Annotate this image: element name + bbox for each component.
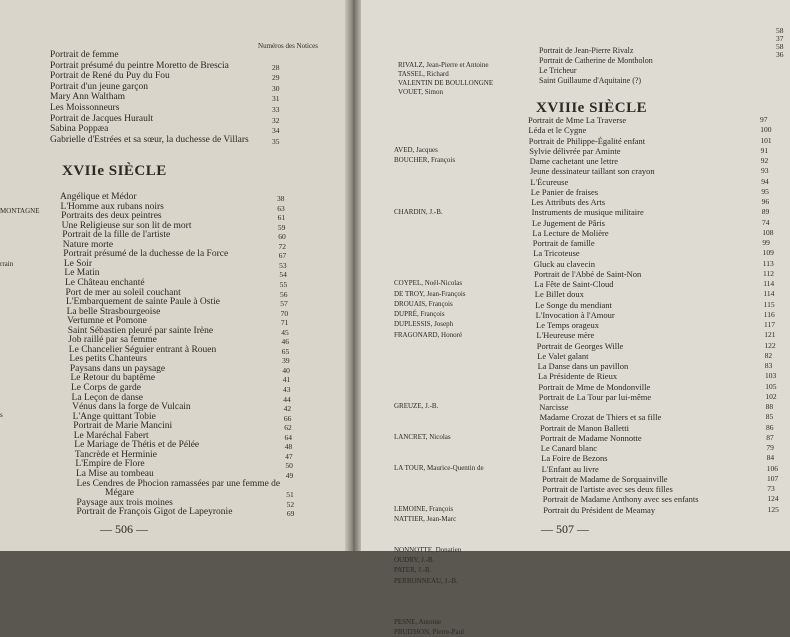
entry-number: 99 bbox=[762, 238, 770, 247]
entry-title: Portrait du Président de Meamay bbox=[543, 504, 656, 515]
entry-number: 114 bbox=[763, 279, 775, 288]
entry-number: 28 bbox=[272, 62, 280, 72]
artist-name: VALENTIN DE BOULLONGNE bbox=[398, 79, 494, 87]
entry-number: 72 bbox=[278, 241, 286, 251]
entry-number: 47 bbox=[285, 451, 293, 461]
entry-number: 34 bbox=[272, 126, 280, 136]
entry-number: 101 bbox=[760, 135, 772, 145]
entry-number: 41 bbox=[282, 375, 291, 385]
entry-title: Les Cendres de Phocion ramassées par une femme de bbox=[76, 478, 281, 489]
entry-number: 51 bbox=[286, 490, 294, 500]
entry-number: 95 bbox=[761, 186, 769, 196]
entry-title: Le Billet doux bbox=[534, 289, 584, 300]
entry-title: La Danse dans un pavillon bbox=[537, 361, 629, 371]
entry-number: 44 bbox=[283, 394, 291, 404]
entry-number: 48 bbox=[284, 442, 293, 452]
entry-title: Instruments de musique militaire bbox=[531, 207, 644, 218]
entry-number: 55 bbox=[279, 279, 288, 289]
entry-number: 82 bbox=[764, 350, 773, 360]
artist-name: LA TOUR, Maurice-Quentin de bbox=[394, 463, 484, 472]
entry-title: Dame cachetant une lettre bbox=[529, 156, 619, 166]
entry-title: L'Invocation à l'Amour bbox=[535, 309, 615, 320]
entry-number: 97 bbox=[760, 115, 768, 124]
artist-name: OUDRY, J.-B. bbox=[394, 556, 435, 564]
entry-title: Les petits Chanteurs bbox=[69, 354, 147, 365]
entry-title: Port de mer au soleil couchant bbox=[65, 287, 181, 298]
entry-title: Paysage aux trois moines bbox=[76, 497, 173, 508]
entry-title: L'Écureuse bbox=[530, 176, 569, 187]
entry-title: Sabina Poppæa bbox=[50, 124, 109, 135]
entry-number: 84 bbox=[766, 453, 775, 463]
entry-title: Le Tricheur bbox=[539, 66, 577, 75]
entry-title: Portrait d'un jeune garçon bbox=[50, 81, 149, 92]
entry-number: 49 bbox=[285, 470, 294, 480]
entry-title: Tancrède et Herminie bbox=[74, 449, 157, 460]
column-header: Numéros des Notices bbox=[258, 42, 318, 50]
entry-number: 31 bbox=[272, 94, 280, 104]
entry-number: 109 bbox=[762, 248, 774, 258]
entry-number: 46 bbox=[281, 337, 289, 347]
entry-number: 83 bbox=[764, 361, 773, 370]
entry-number: 29 bbox=[272, 73, 280, 83]
entry-number: 115 bbox=[763, 299, 775, 309]
entry-title: Le Valet galant bbox=[537, 350, 589, 361]
entry-title: Les Moissonneurs bbox=[50, 103, 120, 113]
entry-title: Portrait de François Gigot de Lapeyronie bbox=[76, 507, 233, 518]
entry-title: Portrait présumé de la duchesse de la Force bbox=[63, 249, 229, 260]
entry-title: Portrait de Manon Balletti bbox=[540, 422, 629, 433]
entry-title: Le Retour du baptême bbox=[70, 373, 156, 384]
margin-label: MONTAGNE bbox=[0, 207, 40, 215]
entry-title: Saint Guillaume d'Aquitaine (?) bbox=[539, 76, 642, 85]
entry-title: Portrait de femme bbox=[50, 50, 119, 60]
entry-title: Le Matin bbox=[64, 268, 100, 279]
entry-number: 45 bbox=[281, 327, 289, 337]
entry-title: Le Songe du mendiant bbox=[535, 299, 612, 310]
entry-title: La Mise au tombeau bbox=[75, 468, 154, 479]
entry-number: 91 bbox=[760, 145, 769, 155]
entry-title: Portrait de Georges Wille bbox=[536, 340, 624, 351]
entry-number: 50 bbox=[285, 461, 293, 471]
entry-title: L'Heureuse mère bbox=[536, 330, 595, 341]
margin-label: rrain bbox=[0, 260, 14, 268]
entry-number: 73 bbox=[767, 484, 775, 493]
entry-title: La Foire de Bezons bbox=[541, 453, 608, 464]
entry-title: Portrait de René du Puy du Fou bbox=[50, 71, 170, 82]
entry-number: 113 bbox=[762, 258, 774, 268]
artist-name: DUPLESSIS, Joseph bbox=[394, 320, 454, 329]
entry-number: 70 bbox=[280, 308, 289, 318]
entry-number: 52 bbox=[286, 499, 295, 509]
entry-title: Le Temps orageux bbox=[536, 320, 599, 330]
entry-title: Vénus dans la forge de Vulcain bbox=[72, 402, 191, 413]
artist-name: BOUCHER, François bbox=[394, 156, 456, 165]
entry-title: Portrait de l'artiste avec ses deux filles bbox=[542, 484, 673, 494]
entry-number: 36 bbox=[776, 50, 784, 59]
artist-name: NONNOTTE, Donatien bbox=[394, 545, 462, 554]
entry-title: Portrait de la fille de l'artiste bbox=[62, 230, 171, 241]
entry-number: 102 bbox=[765, 391, 777, 401]
entry-number: 108 bbox=[762, 227, 774, 237]
entry-title: Le Chancelier Séguier entrant à Rouen bbox=[68, 344, 217, 355]
artist-name: COYPEL, Noël-Nicolas bbox=[394, 279, 463, 288]
entry-number: 116 bbox=[763, 309, 775, 319]
entry-title: Angélique et Médor bbox=[60, 192, 137, 202]
entry-title: L'Empire de Flore bbox=[75, 459, 145, 470]
entry-number: 64 bbox=[284, 432, 292, 442]
entry-title: Le Corps de garde bbox=[71, 383, 141, 393]
artist-name: PRUD'HON, Pierre-Paul bbox=[394, 627, 465, 636]
entry-number: 39 bbox=[282, 356, 290, 366]
artist-name: CHARDIN, J.-B. bbox=[394, 207, 443, 216]
entry-title: Mary Ann Waltham bbox=[50, 92, 126, 103]
entry-title: Portrait de Madame Anthony avec ses enfants bbox=[542, 494, 699, 505]
entry-number: 56 bbox=[280, 289, 288, 299]
entry-title: L'Enfant au livre bbox=[541, 463, 599, 474]
artist-name: DE TROY, Jean-François bbox=[394, 289, 466, 298]
entry-number: 57 bbox=[280, 299, 288, 309]
entry-number: 124 bbox=[767, 494, 779, 504]
entry-title: Une Religieuse sur son lit de mort bbox=[61, 220, 192, 231]
entry-number: 94 bbox=[761, 176, 769, 186]
entry-title: Le Canard blanc bbox=[540, 443, 597, 453]
artist-name: LEMOINE, François bbox=[394, 504, 454, 513]
page-number-right: — 507 — bbox=[541, 522, 589, 536]
margin-label: s bbox=[0, 411, 3, 419]
entry-number: 112 bbox=[763, 268, 774, 278]
entry-title: L'Ange quittant Tobie bbox=[72, 411, 156, 422]
entry-title: Portrait de Marie Mancini bbox=[73, 421, 173, 432]
entry-number: 61 bbox=[277, 213, 286, 223]
section-heading-xviii: XVIIIe SIÈCLE bbox=[536, 100, 648, 116]
entry-title: Le Soir bbox=[63, 258, 93, 269]
entry-number: 32 bbox=[272, 115, 280, 125]
entry-number: 30 bbox=[272, 83, 280, 93]
entry-number: 63 bbox=[277, 203, 285, 213]
entry-title: Portrait présumé du peintre Moretto de Brescia bbox=[50, 60, 229, 71]
entry-number: 33 bbox=[272, 105, 280, 114]
entry-number: 40 bbox=[282, 365, 290, 375]
section-heading-xvii: XVIIe SIÈCLE bbox=[62, 163, 167, 179]
entry-title: Portrait de Mme La Traverse bbox=[528, 115, 627, 125]
page-number-left: — 506 — bbox=[100, 522, 148, 536]
entry-number: 60 bbox=[278, 232, 286, 242]
artist-name: PERRONNEAU, J.-B. bbox=[394, 576, 458, 585]
entry-title: Portrait de La Tour par lui-même bbox=[538, 391, 652, 402]
entry-title: La Présidente de Rieux bbox=[538, 371, 618, 382]
entry-title: Sylvie délivrée par Aminte bbox=[529, 145, 621, 156]
entry-number: 86 bbox=[766, 422, 774, 432]
entry-number: 87 bbox=[766, 432, 774, 442]
entry-title: La belle Strasbourgeoise bbox=[66, 306, 161, 317]
artist-name: NATTIER, Jean-Marc bbox=[394, 515, 457, 523]
entry-number: 79 bbox=[766, 443, 774, 452]
entry-title: Portrait de Mme de Mondonville bbox=[538, 381, 651, 392]
entry-title: La Leçon de danse bbox=[71, 392, 144, 403]
entry-title: Nature morte bbox=[62, 239, 114, 250]
entry-number: 100 bbox=[760, 125, 772, 135]
entry-number: 42 bbox=[283, 404, 292, 414]
entry-number: 58 bbox=[776, 42, 784, 51]
entry-title: Gluck au clavecin bbox=[533, 258, 595, 269]
entry-title: La Lecture de Molière bbox=[532, 227, 609, 238]
entry-title: L'Embarquement de sainte Paule à Ostie bbox=[66, 297, 220, 308]
entry-number: 59 bbox=[277, 222, 286, 232]
artist-name: PESNE, Antoine bbox=[394, 617, 442, 626]
entry-number: 103 bbox=[765, 371, 777, 381]
entry-number: 38 bbox=[277, 194, 285, 203]
entry-number: 66 bbox=[283, 413, 292, 423]
entry-title: Portraits des deux peintres bbox=[61, 211, 162, 222]
entry-title: Portrait de Jacques Hurault bbox=[50, 113, 154, 124]
entry-title: Portrait de l'Abbé de Saint-Non bbox=[534, 268, 642, 279]
entry-title: Le Panier de fraises bbox=[530, 186, 599, 197]
artist-name: DROUAIS, François bbox=[394, 299, 453, 308]
entry-number: 58 bbox=[776, 26, 784, 35]
entry-title: Portrait de Catherine de Montholon bbox=[539, 56, 653, 65]
entry-title: Le Jugement de Pâris bbox=[532, 217, 605, 228]
artist-name: TASSEL, Richard bbox=[398, 70, 449, 78]
artist-name: AVED, Jacques bbox=[394, 146, 438, 154]
entry-title: Le Château enchanté bbox=[64, 277, 145, 288]
entry-number: 114 bbox=[763, 289, 775, 299]
entry-number: 37 bbox=[776, 34, 784, 43]
artist-name: RIVALZ, Jean-Pierre et Antoine bbox=[398, 61, 489, 69]
entry-title: Léda et le Cygne bbox=[528, 125, 587, 136]
artist-name: LANCRET, Nicolas bbox=[394, 433, 451, 441]
artist-name: VOUET, Simon bbox=[398, 88, 443, 96]
entry-title: Le Maréchal Fabert bbox=[73, 430, 149, 441]
book-gutter bbox=[345, 0, 361, 551]
entry-number: 121 bbox=[764, 330, 776, 340]
entry-number: 89 bbox=[761, 207, 770, 217]
entry-title: Vertumne et Pomone bbox=[67, 316, 147, 327]
entry-title: La Tricoteuse bbox=[533, 248, 580, 259]
entry-number: 105 bbox=[765, 381, 777, 391]
entry-title: Gabrielle d'Estrées et sa sœur, la duchesse de Villars bbox=[50, 134, 249, 145]
entry-title: Saint Sébastien pleuré par sainte Irène bbox=[67, 325, 214, 336]
entry-number: 53 bbox=[279, 260, 287, 270]
entry-title: Le Mariage de Thétis et de Pélée bbox=[74, 440, 200, 451]
artist-name: PATER, J.-B. bbox=[394, 566, 432, 575]
entry-number: 67 bbox=[278, 251, 287, 261]
entry-number: 96 bbox=[761, 197, 770, 206]
entry-number: 54 bbox=[279, 270, 287, 280]
entry-number: 62 bbox=[284, 423, 292, 433]
entry-title: Portrait de Madame Nonnotte bbox=[540, 432, 642, 443]
entry-title: Paysans dans un paysage bbox=[69, 363, 166, 374]
entry-number: 125 bbox=[767, 504, 779, 514]
entry-number: 43 bbox=[283, 385, 291, 394]
entry-number: 106 bbox=[766, 463, 779, 473]
entry-number: 88 bbox=[765, 402, 774, 411]
entry-number: 117 bbox=[764, 320, 775, 329]
entry-title: Portrait de Jean-Pierre Rivalz bbox=[539, 46, 634, 55]
entry-number: 69 bbox=[286, 509, 295, 519]
entry-title: La Fête de Saint-Cloud bbox=[534, 279, 614, 289]
entry-number: 85 bbox=[765, 412, 774, 422]
entry-title: Narcisse bbox=[539, 402, 569, 412]
artist-name: DUPRÉ, François bbox=[394, 310, 445, 318]
artist-name: FRAGONARD, Honoré bbox=[394, 330, 463, 339]
entry-title: Portrait de famille bbox=[532, 238, 595, 248]
entry-number: 93 bbox=[761, 166, 769, 176]
right-page bbox=[356, 0, 790, 636]
entry-title: Mégare bbox=[105, 488, 135, 499]
entry-number: 92 bbox=[760, 156, 769, 165]
entry-number: 107 bbox=[767, 473, 779, 483]
entry-number: 122 bbox=[764, 340, 776, 350]
entry-title: Madame Crozat de Thiers et sa fille bbox=[539, 412, 662, 423]
entry-title: Les Attributs des Arts bbox=[531, 197, 606, 207]
left-page bbox=[0, 0, 352, 551]
artist-name: GREUZE, J.-B. bbox=[394, 402, 439, 411]
entry-title: Portrait de Madame de Sorquainville bbox=[542, 473, 668, 484]
entry-title: Portrait de Philippe-Égalité enfant bbox=[528, 135, 646, 146]
entry-number: 74 bbox=[762, 217, 770, 227]
entry-title: Job raillé par sa femme bbox=[68, 335, 157, 346]
entry-title: L'Homme aux rubans noirs bbox=[60, 201, 164, 212]
entry-number: 65 bbox=[281, 346, 290, 356]
entry-number: 35 bbox=[272, 136, 280, 146]
entry-title: Jeune dessinateur taillant son crayon bbox=[530, 166, 655, 177]
entry-number: 71 bbox=[280, 318, 289, 328]
